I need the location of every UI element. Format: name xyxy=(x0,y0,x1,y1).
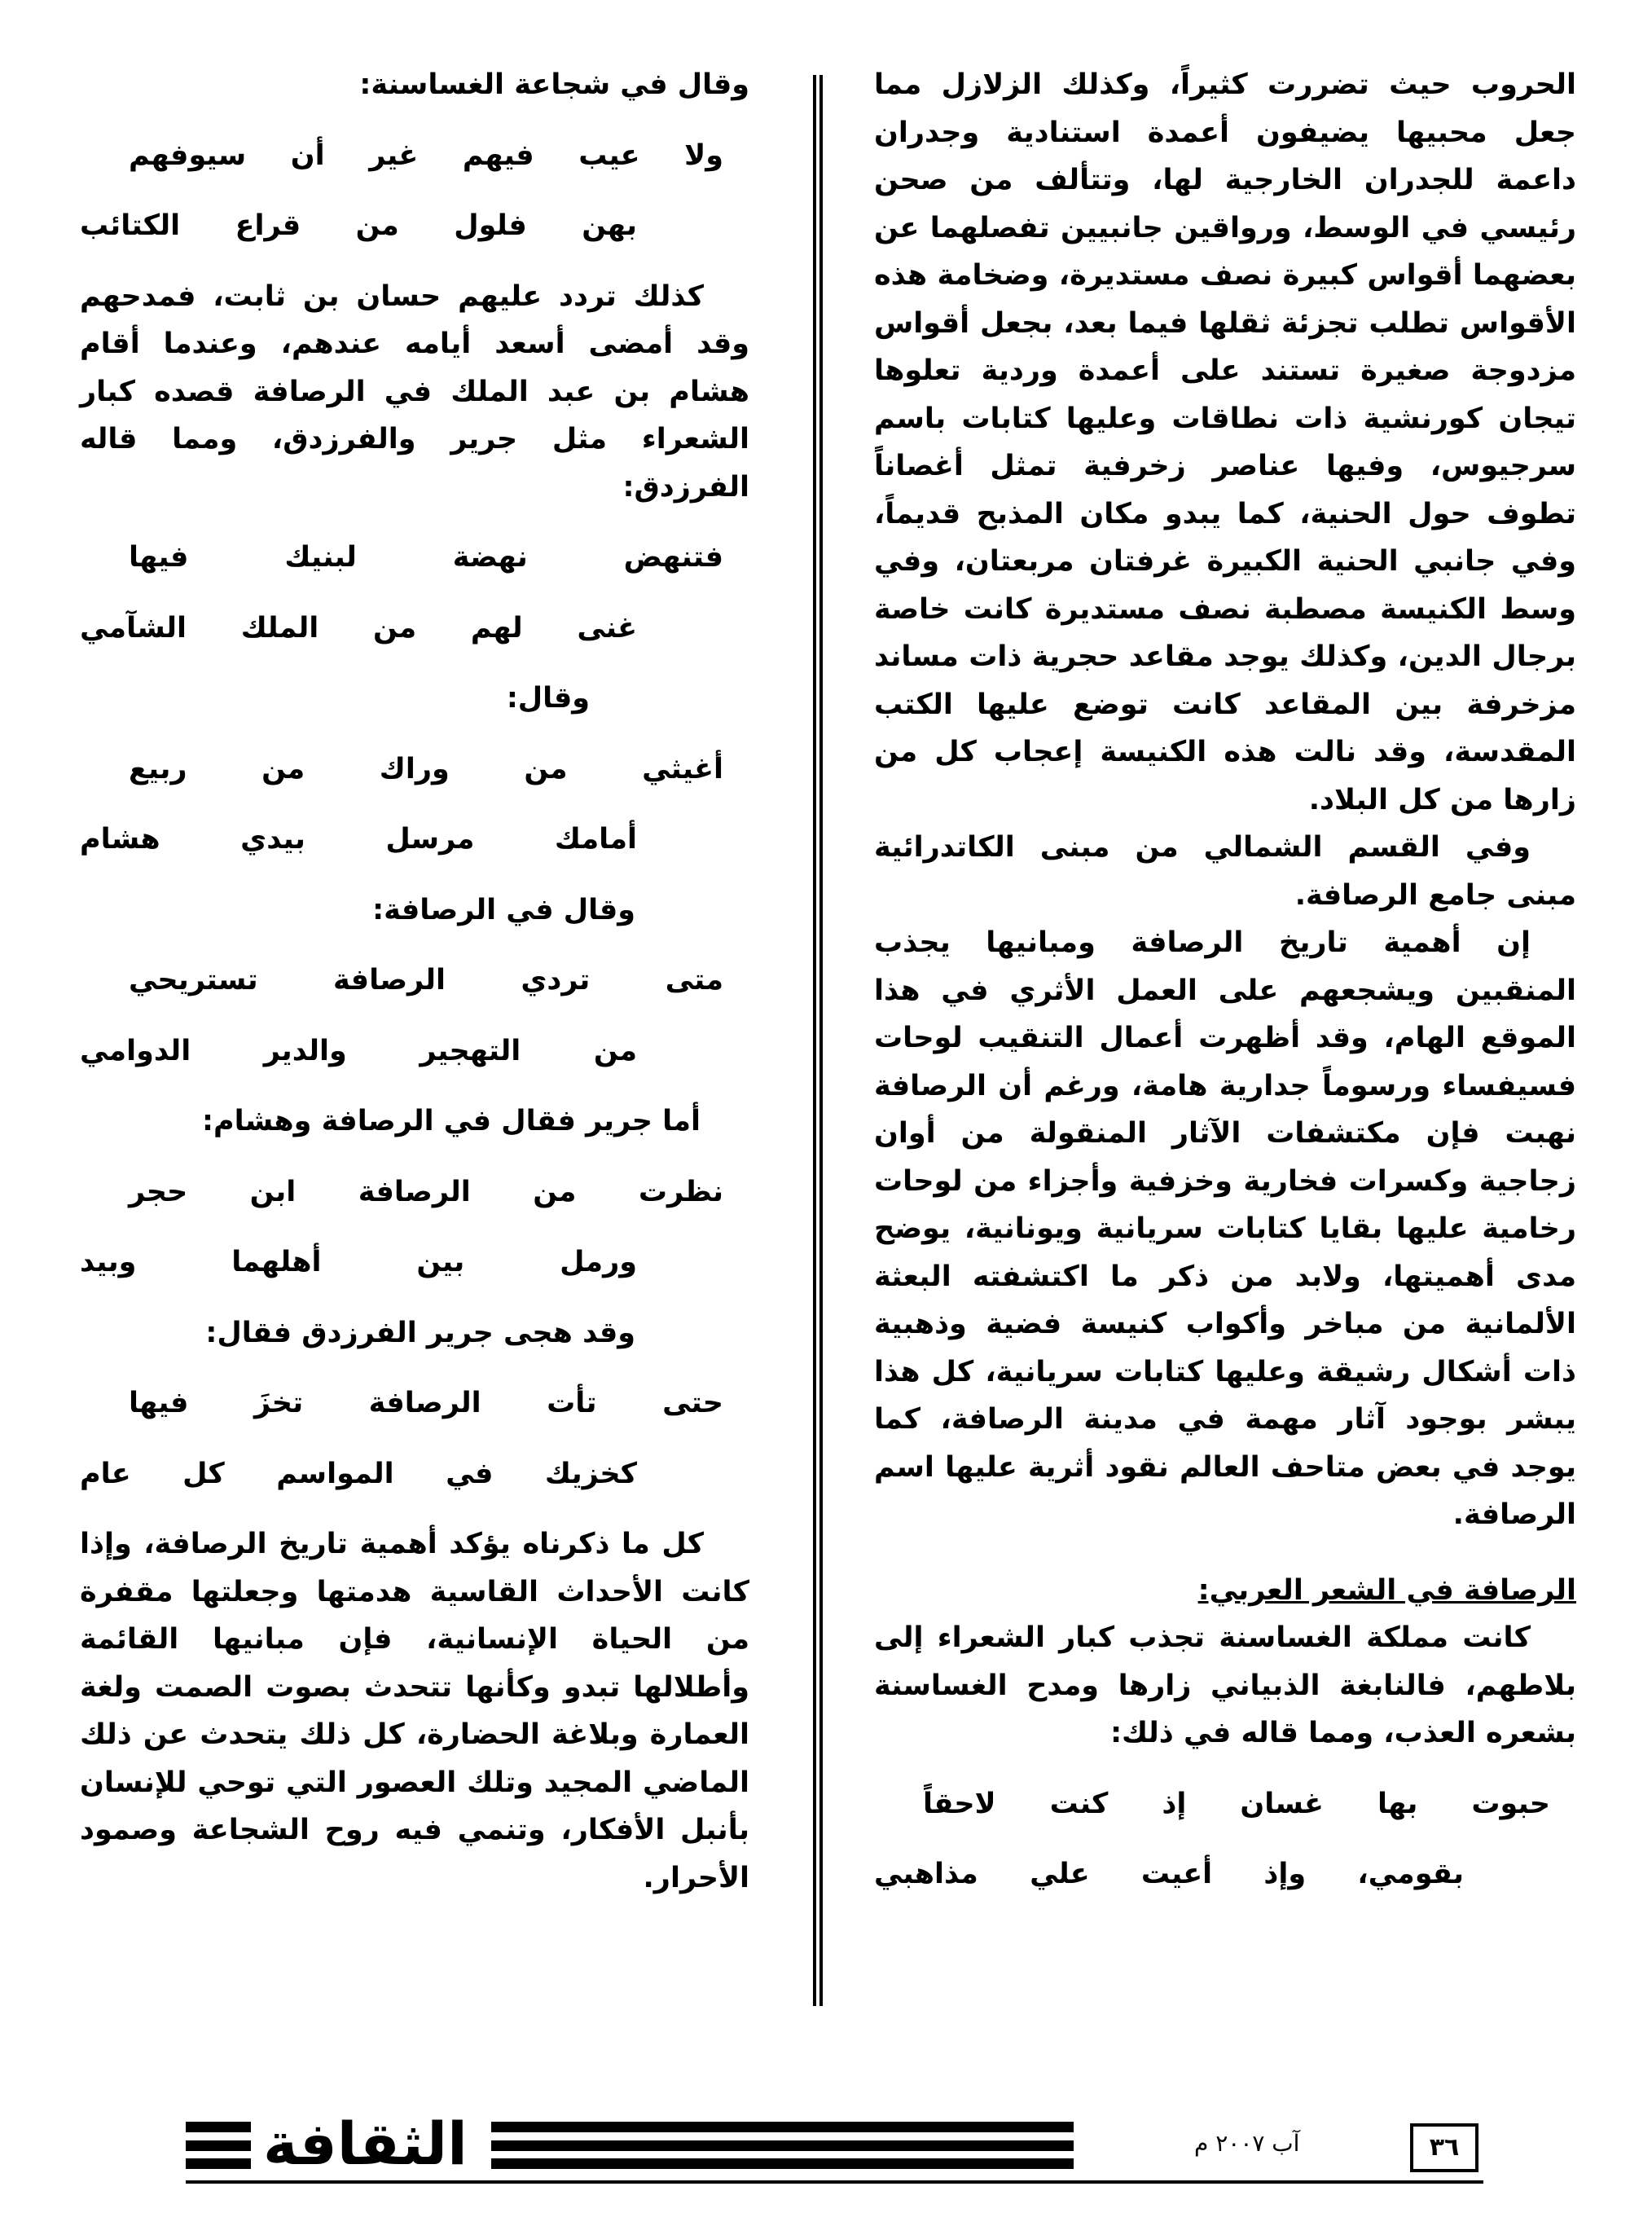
verse-nabigha-first-hemistich: حبوت بها غسان إذ كنت لاحقاً xyxy=(923,1787,1550,1820)
paragraph-excavations: إن أهمية تاريخ الرصافة ومبانيها يجذب المنقبين ويشجعهم على العمل الأثري في هذا الموقع الهام، وقد أظهرت أعمال التنقيب لوحات فسيفساء ورسوماً جدارية هامة، ورغم أن الرصافة نهبت فإن مكتشفات الآثار المنقولة من أوان زجاجية وكسرات فخارية وخزفية وأجزاء من لوحات رخامية عليها بقايا كتابات سريانية ويونانية، يوضح مدى أهميتها، ولابد من ذكر ما اكتشفته البعثة الألمانية من مباخر وأكواب كنيسة فضية وذهبية ذات أشكال رشيقة وعليها كتابات سريانية، كل هذا يبشر بوجود آثار مهمة في مدينة الرصافة، كما يوجد في بعض متاحف العالم نقود أثرية عليها اسم الرصافة. xyxy=(874,926,1576,1531)
magazine-logo: الثقافة xyxy=(263,2109,468,2178)
verse-farazdaq-3-first: متى تردي الرصافة تستريحي xyxy=(129,964,723,996)
issue-date: آب ٢٠٠٧ م xyxy=(1194,2130,1300,2157)
footer-rule xyxy=(186,2180,1483,2184)
page-number: ٣٦ xyxy=(1410,2123,1478,2172)
verse-farazdaq-1-second: غنى لهم من الملك الشآمي xyxy=(80,611,637,644)
verse-jarir-2-second: كخزيك في المواسم كل عام xyxy=(80,1457,637,1490)
intro-jarir: أما جرير فقال في الرصافة وهشام: xyxy=(201,1105,701,1137)
page-footer xyxy=(186,2109,1483,2193)
verse-farazdaq-2-first: أغيثي من وراك من ربيع xyxy=(129,752,723,785)
section-heading-text: الرصافة في الشعر العربي: xyxy=(1197,1573,1576,1607)
intro-courage: وقال في شجاعة الغساسنة: xyxy=(359,68,749,101)
column-separator xyxy=(813,75,823,2006)
right-column xyxy=(874,61,1576,1898)
footer-bars-left xyxy=(186,2122,251,2169)
section-heading xyxy=(874,1567,1576,1615)
intro-on-rusafa: وقال في الرصافة: xyxy=(372,893,635,926)
verse-farazdaq-2-second: أمامك مرسل بيدي هشام xyxy=(80,823,637,856)
paragraph-hassan-hisham: كذلك تردد عليهم حسان بن ثابت، فمدحهم وقد أمضى أسعد أيامه عندهم، وعندما أقام هشام بن عبد الملك في الرصافة قصده كبار الشعراء مثل جرير والفرزدق، ومما قاله الفرزدق: xyxy=(80,279,749,504)
verse-jarir-2-first: حتى تأت الرصافة تخزَ فيها xyxy=(129,1387,723,1419)
verse-courage-first: ولا عيب فيهم غير أن سيوفهم xyxy=(129,139,723,172)
verse-courage-second: بهن فلول من قراع الكتائب xyxy=(80,209,637,242)
paragraph-mosque: وفي القسم الشمالي من مبنى الكاتدرائية مبنى جامع الرصافة. xyxy=(874,831,1576,912)
paragraph-church-description: الحروب حيث تضررت كثيراً، وكذلك الزلازل مما جعل محبيها يضيفون أعمدة استنادية وجدران داعمة للجدران الخارجية لها، وتتألف من صحن رئيسي في الوسط، ورواقين جانبيين تفصلهما عن بعضهما أقواس كبيرة نصف مستديرة، وضخامة هذه الأقواس تطلب تجزئة ثقلها فيما بعد، بجعل أقواس مزدوجة صغيرة تستند على أعمدة وردية تعلوها تيجان كورنشية ذات نطاقات وعليها كتابات باسم سرجيوس، وفيها عناصر زخرفية تمثل أغصاناً تطوف حول الحنية، كما يبدو مكان المذبح قديماً، وفي جانبي الحنية الكبيرة غرفتان مربعتان، وفي وسط الكنيسة مصطبة نصف مستديرة كانت خاصة برجال الدين، وكذلك يوجد مقاعد حجرية ذات مساند مزخرفة بين المقاعد كانت توضع عليها الكتب المقدسة، وقد نالت هذه الكنيسة إعجاب كل من زارها من كل البلاد. xyxy=(874,68,1576,816)
verse-jarir-1-second: ورمل بين أهلهما وبيد xyxy=(80,1246,637,1278)
intro-and-he-said: وقال: xyxy=(506,682,590,715)
paragraph-ghassanids-poets: كانت مملكة الغساسنة تجذب كبار الشعراء إلى بلاطهم، فالنابغة الذبياني زارها ومدح الغساسنة بشعره العذب، ومما قاله في ذلك: xyxy=(874,1621,1576,1749)
paragraph-conclusion: كل ما ذكرناه يؤكد أهمية تاريخ الرصافة، وإذا كانت الأحداث القاسية هدمتها وجعلتها مقفرة من الحياة الإنسانية، فإن مبانيها القائمة وأطلالها تبدو وكأنها تتحدث بصوت الصمت ولغة العمارة وبلاغة الحضارة، كل ذلك يتحدث عن ذلك الماضي المجيد وتلك العصور التي توحي للإنسان بأنبل الأفكار، وتنمي فيه روح الشجاعة وصمود الأحرار. xyxy=(80,1528,749,1894)
footer-bars-middle xyxy=(491,2122,1074,2169)
verse-farazdaq-1-first: فتنهض نهضة لبنيك فيها xyxy=(129,541,723,574)
left-column xyxy=(80,61,749,1902)
intro-jarir-satire: وقد هجى جرير الفرزدق فقال: xyxy=(205,1316,635,1349)
verse-jarir-1-first: نظرت من الرصافة ابن حجر xyxy=(129,1175,723,1208)
verse-nabigha-second-hemistich: بقومي، وإذ أعيت علي مذاهبي xyxy=(874,1858,1464,1890)
verse-farazdaq-3-second: من التهجير والدير الدوامي xyxy=(80,1034,637,1067)
